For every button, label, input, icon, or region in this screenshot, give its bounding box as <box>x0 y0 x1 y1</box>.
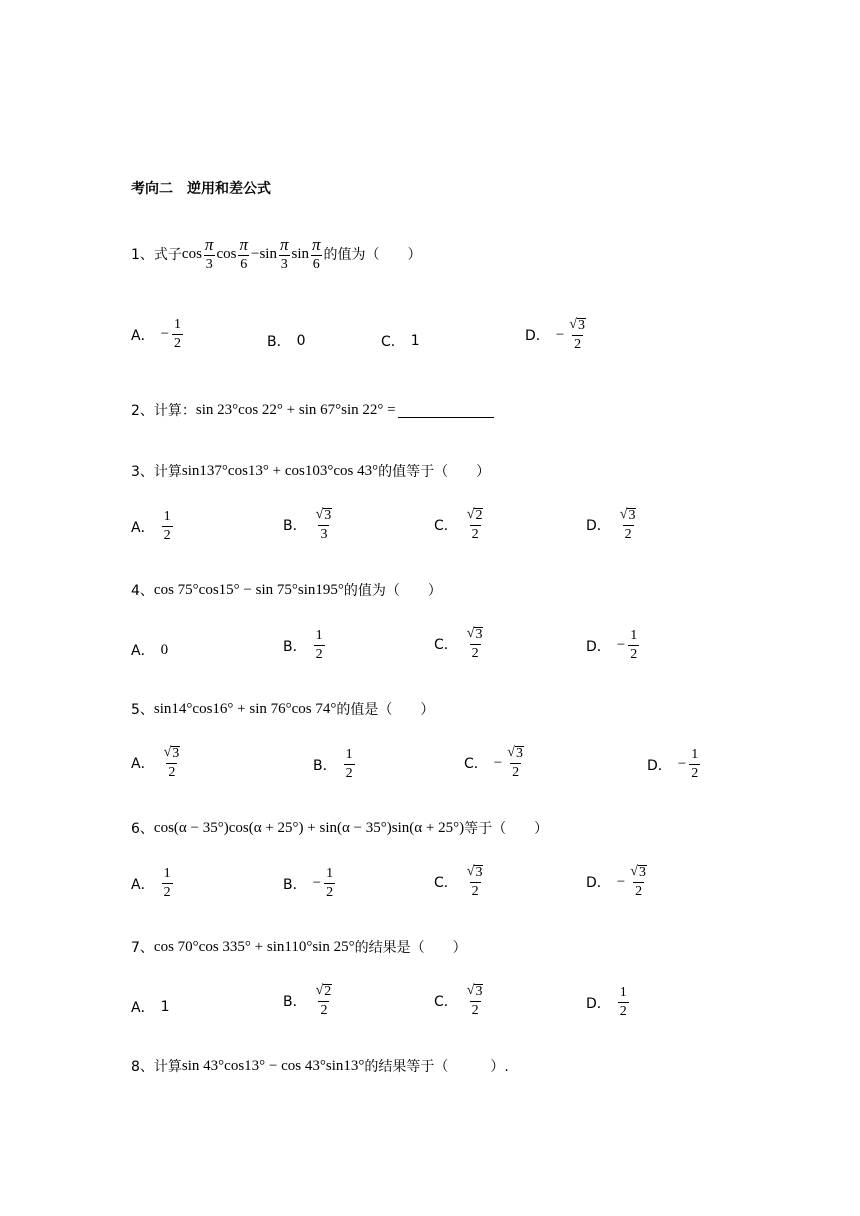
q4-option-a: A． 0 <box>131 641 169 659</box>
question-5: 5、 sin14°cos16° + sin 76°cos 74° 的值是（ ） <box>131 700 435 718</box>
question-1-number: 1、式子 <box>131 247 182 263</box>
question-7: 7、 cos 70°cos 335° + sin110°sin 25° 的结果是（ ） <box>131 938 467 956</box>
question-1-prompt: 的值为（ ） <box>323 247 422 263</box>
question-4: 4、 cos 75°cos15° − sin 75°sin195° 的值为（ ） <box>131 581 442 599</box>
q6-option-a: A． $\frac{1}{2}$ <box>131 866 171 900</box>
q6-option-c: C． √ 3 2 <box>434 864 483 899</box>
q5-option-c: C． − √ 3 2 <box>464 745 523 780</box>
q3-option-b: B． √ 3 3 <box>283 507 332 542</box>
question-6: 6、 cos(α − 35°)cos(α + 25°) + sin(α − 35°)sin(α + 25°) 等于（ ） <box>131 819 549 837</box>
section-heading: 考向二 逆用和差公式 <box>131 181 271 197</box>
q7-option-a: A． 1 <box>131 999 170 1016</box>
question-4-expression: cos 75°cos15° − sin 75°sin195° <box>153 581 344 598</box>
answer-blank[interactable] <box>398 403 494 418</box>
q4-option-b: B． $\frac{1}{2}$ <box>283 628 323 662</box>
q1-option-c: C． 1 <box>381 333 420 350</box>
q7-option-d: D． $\frac{1}{2}$ <box>586 985 627 1019</box>
question-3: 3、计算 sin137°cos13° + cos103°cos 43° 的值等于（ ） <box>131 462 491 480</box>
question-3-expression: sin137°cos13° + cos103°cos 43° <box>181 462 379 479</box>
q3-option-c: C． √ 2 2 <box>434 507 483 542</box>
question-2: 2、计算： sin 23°cos 22° + sin 67°sin 22° = <box>131 400 494 420</box>
q3-option-d: D． √ 3 2 <box>586 507 636 542</box>
question-2-expression: sin 23°cos 22° + sin 67°sin 22° = <box>195 401 396 418</box>
question-5-expression: sin14°cos16° + sin 76°cos 74° <box>153 700 337 717</box>
q1-option-b: B． 0 <box>267 333 306 350</box>
q1-option-a: A． − $\frac{1}{2}$ <box>131 317 182 351</box>
q7-option-b: B． √ 2 2 <box>283 983 332 1018</box>
q3-option-a: A． $\frac{1}{2}$ <box>131 509 171 543</box>
q5-option-d: D． − $\frac{1}{2}$ <box>647 747 699 781</box>
q7-option-c: C． √ 3 2 <box>434 983 483 1018</box>
q1-option-d: D． − √ 3 2 <box>525 317 585 352</box>
q4-option-c: C． √ 3 2 <box>434 626 483 661</box>
question-8-expression: sin 43°cos13° − cos 43°sin13° <box>181 1057 365 1074</box>
q4-option-d: D． − $\frac{1}{2}$ <box>586 628 638 662</box>
question-6-expression: cos(α − 35°)cos(α + 25°) + sin(α − 35°)sin(α + 25°) <box>153 819 465 836</box>
q6-option-b: B． − $\frac{1}{2}$ <box>283 866 334 900</box>
question-8: 8、计算 sin 43°cos13° − cos 43°sin13° 的结果等于（ ）. <box>131 1057 509 1075</box>
q5-option-b: B． $\frac{1}{2}$ <box>313 747 353 781</box>
question-7-expression: cos 70°cos 335° + sin110°sin 25° <box>153 938 355 955</box>
q5-option-a: A． √ 3 2 <box>131 745 180 780</box>
question-1: 1、式子 cos $\frac{\pi}{3}$ cos $\frac{\pi}{6}$ − sin $\frac{\pi}{3}$ sin $\frac{\pi}{6}$ 的值为（ ） <box>131 235 422 272</box>
q6-option-d: D． − √ 3 2 <box>586 864 646 899</box>
